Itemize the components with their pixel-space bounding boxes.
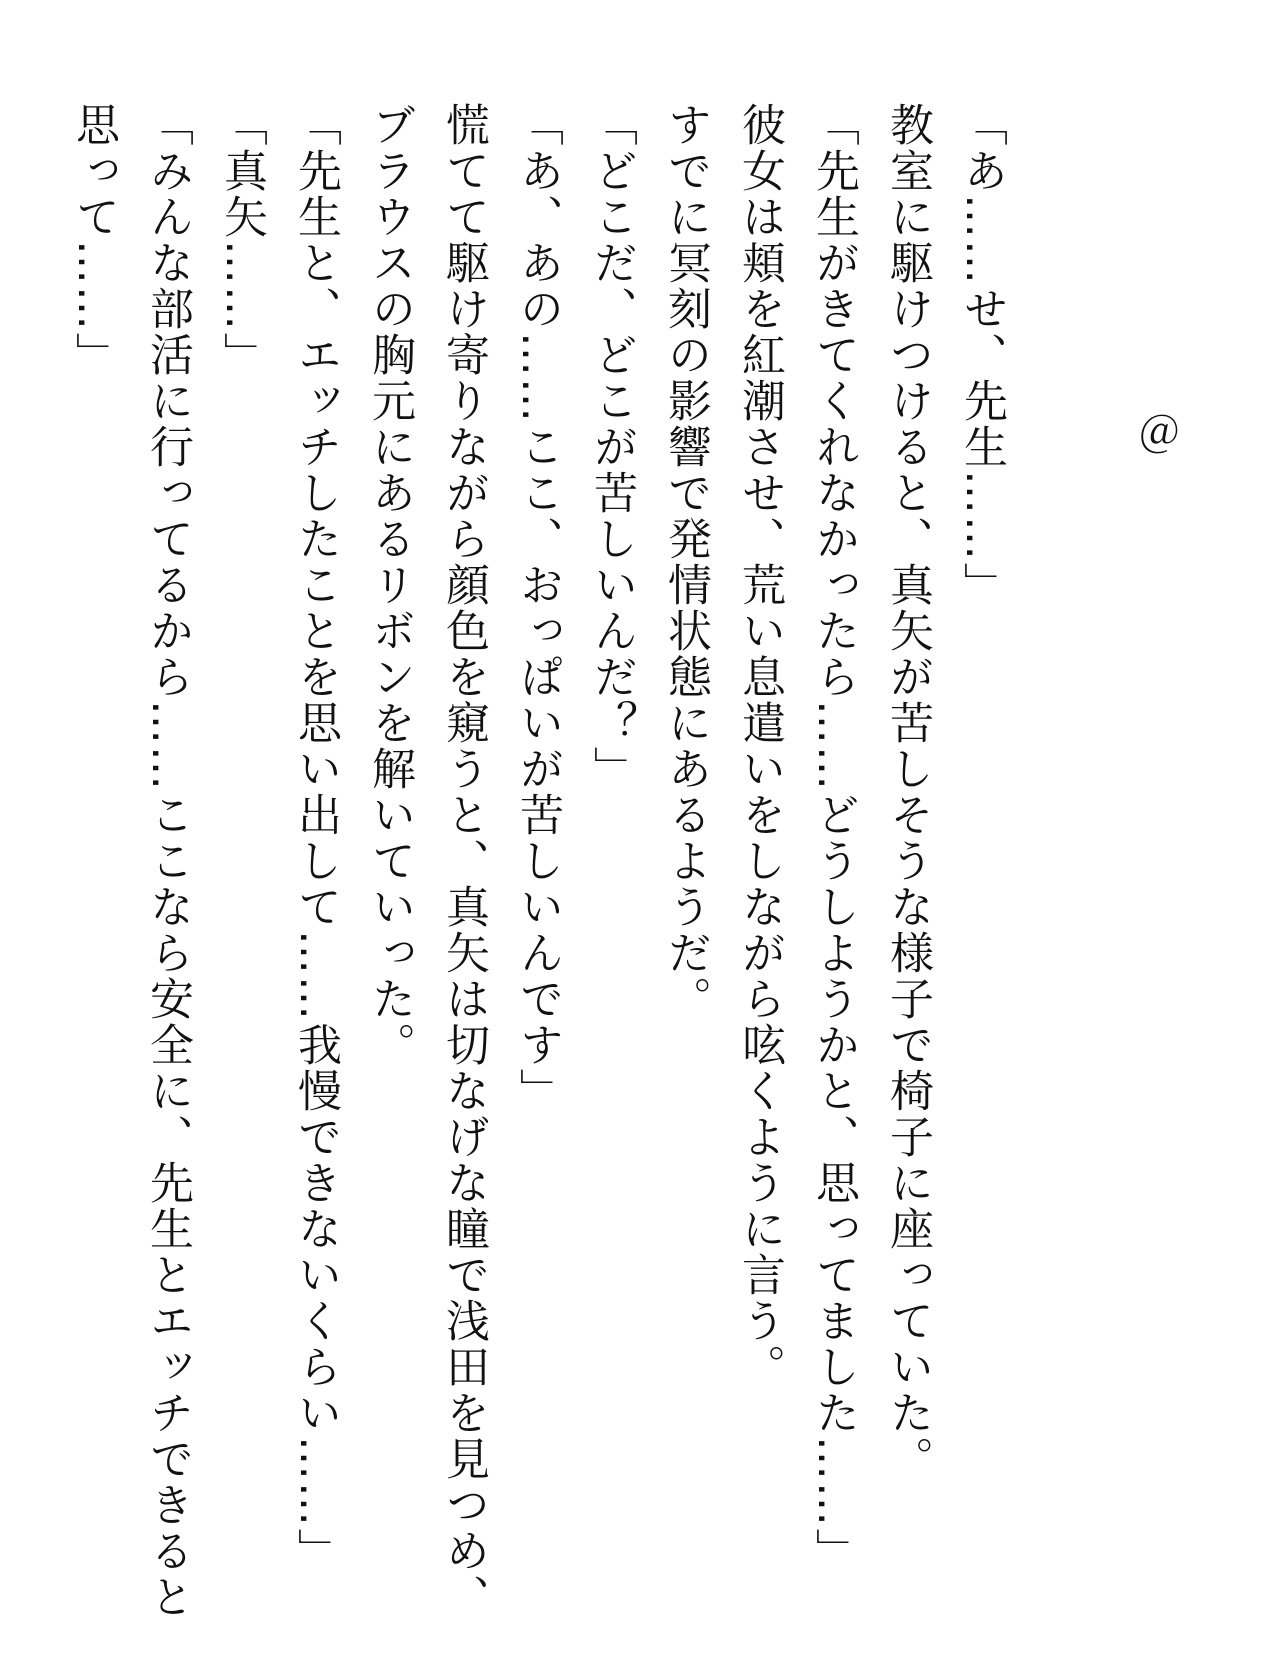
text-line: 「みんな部活に行ってるから……ここなら安全に、先生とエッチできると思って……」 <box>68 102 193 1620</box>
text-line: 教室に駆けつけると、真矢が苦しそうな様子で椅子に座っていた。 <box>882 102 933 1482</box>
text-line: 「あ、あの……ここ、おっぱいが苦しいんです」 <box>512 102 563 1114</box>
text-line: 慌てて駆け寄りながら顔色を窺うと、真矢は切なげな瞳で浅田を見つめ、ブラウスの胸元にあるリボンを解いていった。 <box>364 102 489 1620</box>
text-line: 「先生がきてくれなかったら……どうしようかと、思ってました……」 <box>808 102 859 1574</box>
text-line: 「あ……せ、先生……」 <box>956 102 1007 608</box>
text-line: すでに冥刻の影響で発情状態にあるようだ。 <box>660 102 711 1022</box>
text-line: 「先生と、エッチしたことを思い出して……我慢できないくらい……」 <box>290 102 341 1574</box>
text-line: 「どこだ、どこが苦しいんだ？」 <box>586 102 637 792</box>
section-marker: ＠ <box>1138 408 1181 457</box>
text-line: 彼女は頬を紅潮させ、荒い息遣いをしながら呟くように言う。 <box>734 102 785 1390</box>
text-line: 「真矢……」 <box>216 102 267 378</box>
vertical-text-body <box>56 102 1018 1642</box>
